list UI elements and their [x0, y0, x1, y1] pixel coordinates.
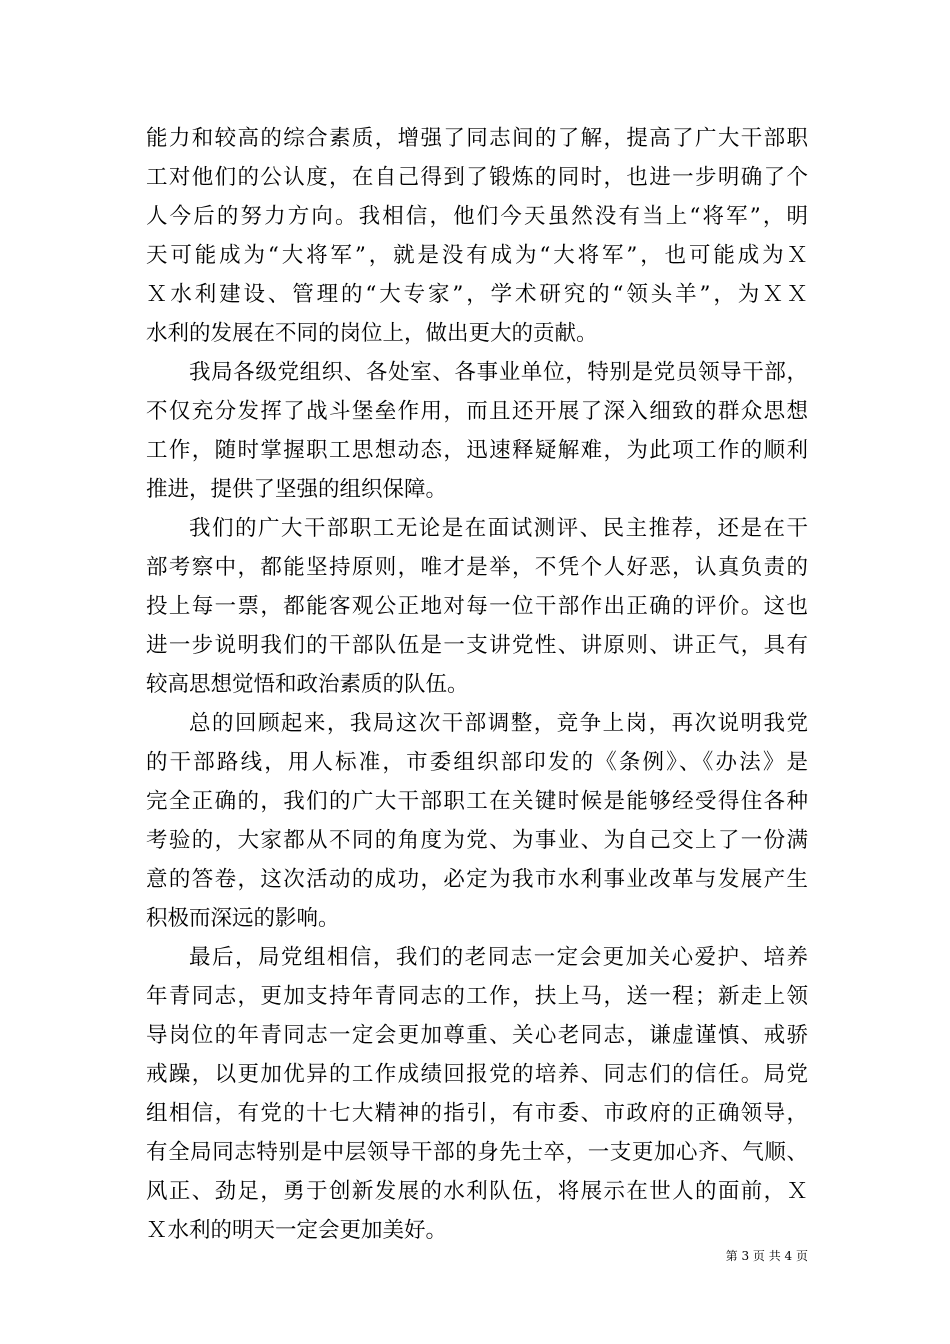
text-line: 组相信，有党的十七大精神的指引，有市委、市政府的正确领导， [146, 1101, 808, 1126]
text-line: Ｘ水利建设、管理的“大专家”，学术研究的“领头羊”，为ＸＸ [146, 282, 808, 307]
text-line: 戒躁，以更加优异的工作成绩回报党的培养、同志们的信任。局党 [146, 1062, 808, 1087]
text-line: 最后，局党组相信，我们的老同志一定会更加关心爱护、培养 [189, 945, 808, 970]
text-line: 推进，提供了坚强的组织保障。 [146, 477, 448, 502]
paragraph [146, 704, 808, 938]
paragraph [146, 119, 808, 353]
text-line: 有全局同志特别是中层领导干部的身先士卒，一支更加心齐、气顺、 [146, 1140, 808, 1165]
page-number-footer: 第 3 页 共 4 页 [725, 1249, 808, 1263]
text-line: 不仅充分发挥了战斗堡垒作用，而且还开展了深入细致的群众思想 [146, 399, 808, 424]
text-line: 投上每一票，都能客观公正地对每一位干部作出正确的评价。这也 [146, 594, 808, 619]
text-line: 进一步说明我们的干部队伍是一支讲党性、讲原则、讲正气，具有 [146, 633, 808, 658]
body-text [146, 119, 808, 1250]
paragraph [146, 938, 808, 1250]
text-line: 意的答卷，这次活动的成功，必定为我市水利事业改革与发展产生 [146, 867, 808, 892]
paragraph [146, 509, 808, 704]
text-line: 完全正确的，我们的广大干部职工在关键时候是能够经受得住各种 [146, 789, 808, 814]
text-line: Ｘ水利的明天一定会更加美好。 [146, 1218, 448, 1243]
text-line: 风正、劲足，勇于创新发展的水利队伍，将展示在世人的面前，Ｘ [146, 1179, 808, 1204]
paragraph [146, 353, 808, 509]
text-line: 部考察中，都能坚持原则，唯才是举，不凭个人好恶，认真负责的 [146, 555, 808, 580]
text-line: 工作，随时掌握职工思想动态，迅速释疑解难，为此项工作的顺利 [146, 438, 808, 463]
text-line: 我局各级党组织、各处室、各事业单位，特别是党员领导干部， [189, 360, 808, 385]
text-line: 考验的，大家都从不同的角度为党、为事业、为自己交上了一份满 [146, 828, 808, 853]
text-line: 我们的广大干部职工无论是在面试测评、民主推荐，还是在干 [189, 516, 808, 541]
text-line: 水利的发展在不同的岗位上，做出更大的贡献。 [146, 321, 598, 346]
text-line: 总的回顾起来，我局这次干部调整，竞争上岗，再次说明我党 [189, 711, 808, 736]
text-line: 能力和较高的综合素质，增强了同志间的了解，提高了广大干部职 [146, 126, 808, 151]
text-line: 年青同志，更加支持年青同志的工作，扶上马，送一程；新走上领 [146, 984, 808, 1009]
text-line: 的干部路线，用人标准，市委组织部印发的《条例》、《办法》是 [146, 750, 808, 775]
text-line: 天可能成为“大将军”，就是没有成为“大将军”，也可能成为Ｘ [146, 243, 808, 268]
text-line: 较高思想觉悟和政治素质的队伍。 [146, 672, 469, 697]
text-line: 导岗位的年青同志一定会更加尊重、关心老同志，谦虚谨慎、戒骄 [146, 1023, 808, 1048]
text-line: 积极而深远的影响。 [146, 906, 340, 931]
text-line: 人今后的努力方向。我相信，他们今天虽然没有当上“将军”，明 [146, 204, 808, 229]
text-line: 工对他们的公认度，在自己得到了锻炼的同时，也进一步明确了个 [146, 165, 808, 190]
